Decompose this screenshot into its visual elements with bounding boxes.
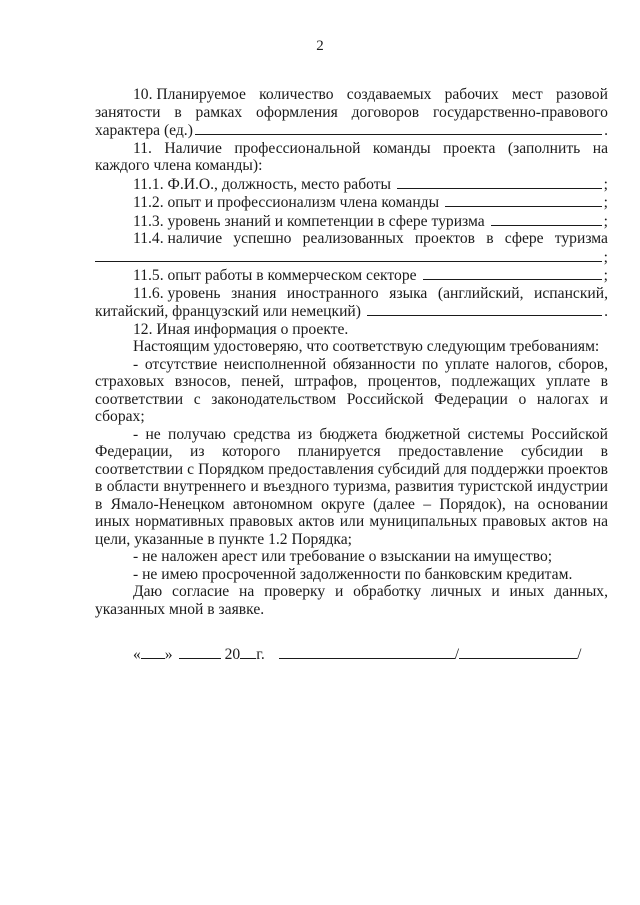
item10-word: договоров xyxy=(351,103,420,121)
team-member-language-field[interactable] xyxy=(367,302,602,316)
date-month-field[interactable] xyxy=(179,645,221,659)
item11-2-end: ; xyxy=(603,194,608,211)
item11-4-end: ; xyxy=(603,248,608,266)
signature-field[interactable] xyxy=(279,645,455,659)
item10-word: занятости xyxy=(95,103,161,121)
item10-line1 xyxy=(95,86,608,104)
signature-slash: / xyxy=(454,646,460,663)
item10-line3 xyxy=(95,121,608,140)
item11-6-line xyxy=(95,285,608,303)
item11-4-word: сфере xyxy=(504,230,544,247)
requirement-budget: - не получаю средства из бюджета бюджетной системы Российской Федерации, из которого планируется предоставление субсидии в соответствии с Порядком предоставления субсидий для поддержки проектов в области внутреннего и въездного туризма, развития туристской индустрии в Ямало-Ненецком автономном округе (далее – Порядок), на основании иных нормативных правовых актов или муниципальных правовых актов на цели, указанные в пункте 1.2 Порядка; xyxy=(95,425,608,548)
team-member-experience-field[interactable] xyxy=(445,193,602,207)
item11-3-line xyxy=(95,212,608,231)
item10-word: оформления xyxy=(256,103,338,121)
item10-end: . xyxy=(604,122,608,139)
team-member-projects-field[interactable] xyxy=(95,248,602,262)
consent-statement: Даю согласие на проверку и обработку личных и иных данных, указанных мной в заявке. xyxy=(95,583,608,618)
item11-6-word: (английский, xyxy=(437,284,524,302)
item10-word: 10. Планируемое xyxy=(133,86,246,103)
item11-4-word: успешно xyxy=(233,230,292,247)
item11-6-word: 11.6. уровень xyxy=(133,284,221,302)
item11-2-line xyxy=(95,193,608,212)
item11-4-fill-line xyxy=(95,248,608,267)
item11-4-line xyxy=(95,230,608,248)
page-number: 2 xyxy=(316,38,324,54)
item11-3-end: ; xyxy=(603,212,608,230)
date-open-quote: « xyxy=(133,646,141,663)
item10-word: государственно-правового xyxy=(432,103,608,121)
document-body xyxy=(95,86,608,664)
requirement-taxes: - отсутствие неисполненной обязанности по уплате налогов, сборов, страховых взносов, пеней, штрафов, процентов, подлежащих уплате в соответствии с законодательством Российской Федерации о налогах и сборах; xyxy=(95,355,608,425)
team-member-knowledge-field[interactable] xyxy=(491,212,602,226)
item11-5-end: ; xyxy=(603,267,608,284)
item11-6-line2 xyxy=(95,302,608,321)
item11-6-word: знания xyxy=(231,284,277,302)
item11-4-word: проектов xyxy=(414,230,476,247)
item10-word: рабочих xyxy=(444,86,499,103)
item11-6-word: испанский, xyxy=(534,284,608,302)
item10-word: создаваемых xyxy=(346,86,432,103)
item10-word: мест xyxy=(511,86,543,103)
item11-heading: 11. Наличие профессиональной команды проекта (заполнить на каждого члена команды): xyxy=(95,139,608,174)
item11-6-word: языка xyxy=(389,284,428,302)
item11-4-word: 11.4. наличие xyxy=(133,230,223,247)
team-member-name-field[interactable] xyxy=(397,175,602,189)
item11-1-end: ; xyxy=(603,175,608,193)
item10-word: количество xyxy=(259,86,334,103)
signature-name-field[interactable] xyxy=(459,645,577,659)
signature-date-line xyxy=(95,645,608,664)
item10-label: характера (ед.) xyxy=(95,122,193,139)
item11-5-label: 11.5. опыт работы в коммерческом секторе xyxy=(133,267,417,284)
signature-slash: / xyxy=(577,646,582,663)
item11-6-label: китайский, французский или немецкий) xyxy=(95,303,361,320)
date-close-quote: » xyxy=(164,646,173,663)
item11-1-line xyxy=(95,175,608,194)
item11-4-word: реализованных xyxy=(302,230,404,247)
item10-line2 xyxy=(95,104,608,122)
date-day-field[interactable] xyxy=(141,645,165,659)
item11-4-word: в xyxy=(486,230,494,247)
item10-jobs-count-field[interactable] xyxy=(195,121,602,135)
item11-1-label: 11.1. Ф.И.О., должность, место работы xyxy=(133,175,392,193)
date-year-prefix: 20 xyxy=(224,646,241,663)
item11-6-word: иностранного xyxy=(286,284,379,302)
item11-5-line xyxy=(95,266,608,285)
item10-word: в xyxy=(174,103,182,121)
date-year-suffix: г. xyxy=(256,646,265,663)
requirement-credit: - не имею просроченной задолженности по банковским кредитам. xyxy=(133,565,573,583)
team-member-commercial-field[interactable] xyxy=(423,266,602,280)
item11-4-word: туризма xyxy=(554,230,608,247)
item10-word: рамках xyxy=(195,103,243,121)
item11-2-label: 11.2. опыт и профессионализм члена команды xyxy=(133,194,440,211)
item10-word: разовой xyxy=(555,86,608,103)
item11-6-end: . xyxy=(604,303,608,320)
item12: 12. Иная информация о проекте. xyxy=(133,320,349,338)
certify-intro: Настоящим удостоверяю, что соответствую следующим требованиям: xyxy=(133,338,600,355)
date-year-field[interactable] xyxy=(240,645,256,659)
item11-3-label: 11.3. уровень знаний и компетенции в сфере туризма xyxy=(133,212,485,230)
requirement-arrest: - не наложен арест или требование о взыскании на имущество; xyxy=(133,548,553,565)
